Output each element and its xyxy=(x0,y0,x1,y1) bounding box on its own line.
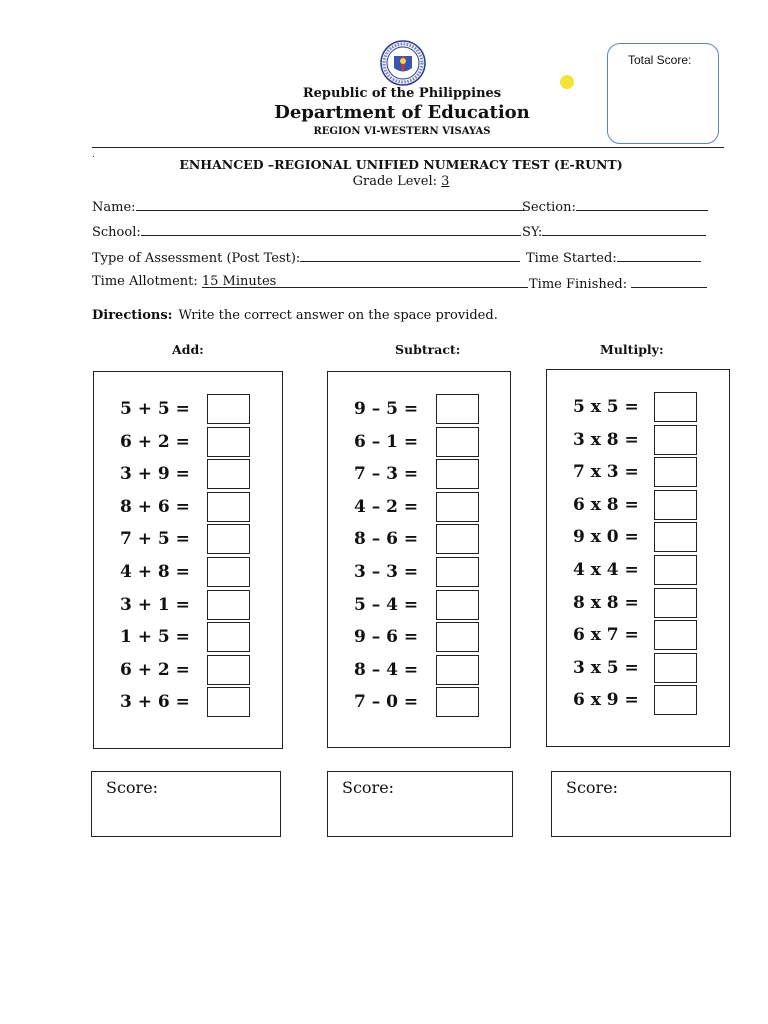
time-started-line[interactable] xyxy=(617,248,701,262)
multiply-score-box[interactable] xyxy=(551,771,731,837)
subtract-problem: 8 – 6 = xyxy=(354,529,419,550)
grade-level-label: Grade Level: xyxy=(352,174,442,189)
multiply-answer-box[interactable] xyxy=(654,392,697,422)
assessment-label: Type of Assessment (Post Test): xyxy=(92,251,301,266)
grade-level-value: 3 xyxy=(441,174,450,189)
add-answer-box[interactable] xyxy=(207,655,250,685)
subtract-score-box[interactable] xyxy=(327,771,513,837)
add-problem: 5 + 5 = xyxy=(120,399,190,419)
add-answer-box[interactable] xyxy=(207,687,250,717)
header-republic: Republic of the Philippines xyxy=(302,86,502,101)
multiply-problems-box xyxy=(546,369,730,747)
grade-level xyxy=(92,174,710,189)
multiply-score-label: Score: xyxy=(566,778,619,797)
multiply-problem: 9 x 0 = xyxy=(573,527,639,548)
section-field[interactable] xyxy=(522,197,708,215)
school-label: School: xyxy=(92,225,141,240)
add-problems-box xyxy=(93,371,283,749)
multiply-problem: 6 x 9 = xyxy=(573,690,639,711)
add-score-box[interactable] xyxy=(91,771,281,837)
section-label: Section: xyxy=(522,200,576,215)
multiply-problem: 4 x 4 = xyxy=(573,560,639,580)
section-line[interactable] xyxy=(576,197,708,211)
time-allotment-line xyxy=(202,274,528,288)
name-label: Name: xyxy=(92,200,136,215)
time-finished-label: Time Finished: xyxy=(529,277,632,292)
directions xyxy=(92,308,498,323)
assessment-line[interactable] xyxy=(300,248,520,262)
multiply-answer-box[interactable] xyxy=(654,588,697,618)
add-heading: Add: xyxy=(172,342,204,357)
multiply-problem: 6 x 8 = xyxy=(573,494,639,515)
total-score-label: Total Score: xyxy=(628,53,692,67)
stray-mark: . xyxy=(92,150,95,160)
add-answer-box[interactable] xyxy=(207,492,250,522)
subtract-answer-box[interactable] xyxy=(436,655,479,685)
header-divider xyxy=(92,147,724,148)
time-finished-line[interactable] xyxy=(631,274,707,288)
subtract-problem: 3 – 3 = xyxy=(354,562,419,582)
school-line[interactable] xyxy=(141,222,521,236)
add-answer-box[interactable] xyxy=(207,590,250,620)
add-answer-box[interactable] xyxy=(207,427,250,457)
multiply-answer-box[interactable] xyxy=(654,555,697,585)
time-allotment-value: 15 Minutes xyxy=(201,274,277,289)
multiply-heading: Multiply: xyxy=(600,342,664,357)
deped-seal-icon xyxy=(380,40,426,86)
subtract-answer-box[interactable] xyxy=(436,590,479,620)
add-score-label: Score: xyxy=(106,778,159,797)
subtract-problem: 7 – 3 = xyxy=(354,464,419,485)
subtract-answer-box[interactable] xyxy=(436,622,479,652)
add-problem: 3 + 9 = xyxy=(120,464,190,485)
sy-line[interactable] xyxy=(542,222,706,236)
directions-text: Write the correct answer on the space provided. xyxy=(178,308,498,323)
test-title: ENHANCED –REGIONAL UNIFIED NUMERACY TEST (E-RUNT) xyxy=(179,157,623,172)
multiply-problem: 7 x 3 = xyxy=(573,462,639,483)
add-answer-box[interactable] xyxy=(207,622,250,652)
subtract-answer-box[interactable] xyxy=(436,492,479,522)
add-problem: 7 + 5 = xyxy=(120,529,190,550)
multiply-answer-box[interactable] xyxy=(654,457,697,487)
subtract-answer-box[interactable] xyxy=(436,557,479,587)
time-allotment-label: Time Allotment: xyxy=(92,274,202,289)
multiply-answer-box[interactable] xyxy=(654,425,697,455)
time-allotment-field xyxy=(92,274,528,289)
subtract-score-label: Score: xyxy=(342,778,395,797)
multiply-problem: 3 x 8 = xyxy=(573,429,639,450)
subtract-problem: 5 – 4 = xyxy=(354,594,419,615)
subtract-problem: 7 – 0 = xyxy=(354,692,419,713)
header-department: Department of Education xyxy=(274,102,530,123)
name-field[interactable] xyxy=(92,197,524,215)
yellow-dot-icon xyxy=(560,75,574,89)
total-score-box[interactable] xyxy=(607,43,719,144)
subtract-problem: 9 – 5 = xyxy=(354,399,419,419)
assessment-field[interactable] xyxy=(92,248,520,266)
add-problem: 6 + 2 = xyxy=(120,659,190,680)
multiply-answer-box[interactable] xyxy=(654,490,697,520)
name-line[interactable] xyxy=(136,197,524,211)
subtract-answer-box[interactable] xyxy=(436,427,479,457)
subtract-problem: 6 – 1 = xyxy=(354,431,419,452)
time-started-label: Time Started: xyxy=(526,251,617,266)
multiply-problem: 5 x 5 = xyxy=(573,397,639,417)
sy-label: SY: xyxy=(522,225,543,240)
subtract-problem: 8 – 4 = xyxy=(354,659,419,680)
subtract-problem: 4 – 2 = xyxy=(354,496,419,517)
multiply-answer-box[interactable] xyxy=(654,653,697,683)
add-problem: 3 + 6 = xyxy=(120,692,190,713)
add-problem: 1 + 5 = xyxy=(120,627,190,648)
multiply-problem: 8 x 8 = xyxy=(573,592,639,613)
subtract-answer-box[interactable] xyxy=(436,459,479,489)
time-started-field[interactable] xyxy=(526,248,701,266)
directions-label: Directions: xyxy=(92,308,173,323)
multiply-answer-box[interactable] xyxy=(654,685,697,715)
add-answer-box[interactable] xyxy=(207,394,250,424)
multiply-answer-box[interactable] xyxy=(654,620,697,650)
subtract-heading: Subtract: xyxy=(395,342,461,357)
subtract-answer-box[interactable] xyxy=(436,524,479,554)
add-answer-box[interactable] xyxy=(207,557,250,587)
add-problem: 6 + 2 = xyxy=(120,431,190,452)
subtract-problem: 9 – 6 = xyxy=(354,627,419,648)
multiply-problem: 6 x 7 = xyxy=(573,625,639,646)
subtract-answer-box[interactable] xyxy=(436,394,479,424)
subtract-problems-box xyxy=(327,371,511,748)
add-problem: 8 + 6 = xyxy=(120,496,190,517)
school-field[interactable] xyxy=(92,222,521,240)
add-answer-box[interactable] xyxy=(207,524,250,554)
sy-field[interactable] xyxy=(522,222,706,240)
add-answer-box[interactable] xyxy=(207,459,250,489)
multiply-answer-box[interactable] xyxy=(654,522,697,552)
add-problem: 3 + 1 = xyxy=(120,594,190,615)
multiply-problem: 3 x 5 = xyxy=(573,657,639,678)
header-region: REGION VI-WESTERN VISAYAS xyxy=(313,126,491,137)
time-finished-field[interactable] xyxy=(529,274,707,292)
add-problem: 4 + 8 = xyxy=(120,562,190,582)
subtract-answer-box[interactable] xyxy=(436,687,479,717)
